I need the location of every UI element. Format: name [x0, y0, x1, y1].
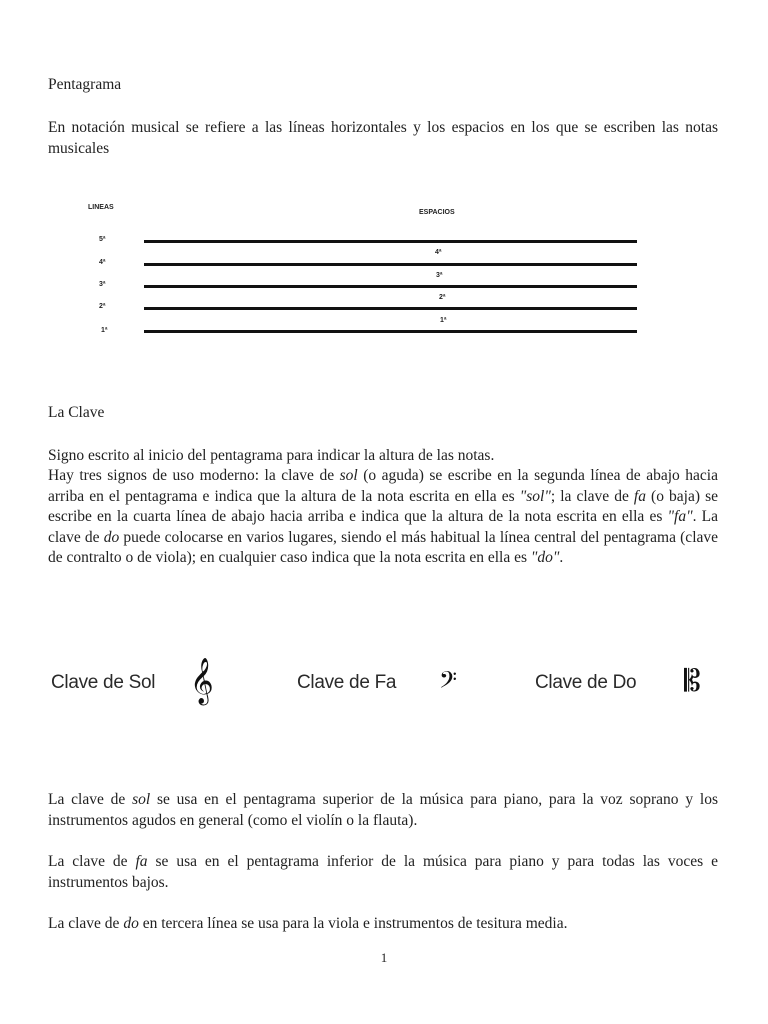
lines-header: LINEAS [88, 204, 114, 211]
staff-line-5 [144, 240, 637, 243]
clef-label-fa: Clave de Fa [297, 672, 397, 693]
clave-description: Hay tres signos de uso moderno: la clave de sol (o aguda) se escribe en la segunda línea de abajo hacia arriba en el pentagrama e indica que la altura de la nota escrita en ella es "sol"; la clave de fa (o baja) se escribe en la cuarta línea de abajo hacia arriba e indica que la altura de la nota escrita en ella es "fa". La clave de do puede colocarse en varios lugares, siendo el más habitual la línea central del pentagrama (clave de contralto o de viola); en cualquier caso indica que la nota escrita en ella es "do". [48, 467, 719, 566]
page-number: 1 [380, 950, 388, 965]
line-label-2: 2ª [99, 303, 106, 310]
section-title-pentagrama: Pentagrama [48, 76, 122, 93]
space-label-4: 4ª [435, 249, 442, 256]
staff-diagram [0, 0, 768, 360]
staff-line-3 [144, 285, 637, 288]
line-label-3: 3ª [99, 281, 106, 288]
clef-label-sol: Clave de Sol [51, 672, 156, 693]
line-label-4: 4ª [99, 259, 106, 266]
space-label-3: 3ª [436, 272, 443, 279]
section-title-clave: La Clave [48, 404, 105, 421]
staff-line-1 [144, 330, 637, 333]
line-label-5: 5ª [99, 236, 106, 243]
treble-clef-icon: 𝄞 [190, 658, 214, 704]
staff-line-4 [144, 263, 637, 266]
spaces-header: ESPACIOS [419, 209, 455, 216]
pentagrama-definition: En notación musical se refiere a las líneas horizontales y los espacios en los que se escriben las notas musicales [48, 119, 718, 157]
space-label-1: 1ª [440, 317, 447, 324]
line-label-1: 1ª [101, 327, 108, 334]
clef-label-do: Clave de Do [535, 672, 637, 693]
usage-do: La clave de do en tercera línea se usa para la viola e instrumentos de tesitura media. [48, 915, 568, 932]
alto-clef-icon: 𝄡 [684, 664, 701, 699]
clave-intro: Signo escrito al inicio del pentagrama para indicar la altura de las notas. [48, 447, 495, 464]
bass-clef-icon: 𝄢 [439, 666, 458, 699]
usage-fa: La clave de fa se usa en el pentagrama inferior de la música para piano y para todas las voces e instrumentos bajos. [48, 853, 718, 891]
space-label-2: 2ª [439, 294, 446, 301]
clefs-row [0, 660, 768, 710]
staff-line-2 [144, 307, 637, 310]
usage-sol: La clave de sol se usa en el pentagrama superior de la música para piano, para la voz soprano y los instrumentos agudos en general (como el violín o la flauta). [48, 791, 718, 829]
